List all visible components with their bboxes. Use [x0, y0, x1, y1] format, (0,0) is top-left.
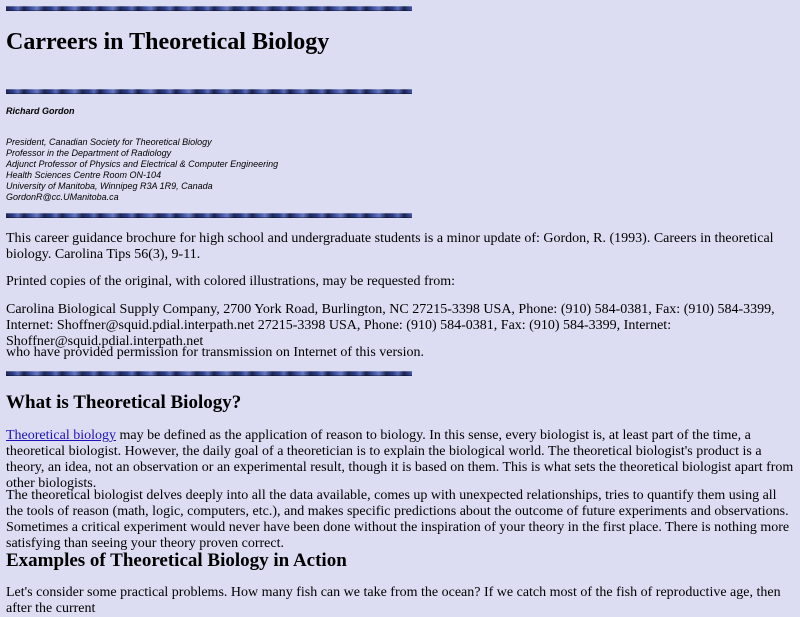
author-name: Richard Gordon	[6, 106, 75, 116]
affiliation-line: Adjunct Professor of Physics and Electrical & Computer Engineering	[6, 159, 279, 169]
intro-paragraph: This career guidance brochure for high school and undergraduate students is a minor update of: Gordon, R. (1993). Careers in theoretical biology. Carolina Tips 56(3), 9-11.	[6, 231, 774, 262]
decorative-bar-top	[6, 6, 412, 11]
section-paragraph: Let's consider some practical problems. How many fish can we take from the ocean? If we catch most of the fish of reproductive age, then after the current	[6, 585, 781, 616]
affiliation-line: President, Canadian Society for Theoretical Biology	[6, 137, 212, 147]
affiliation-line: University of Manitoba, Winnipeg R3A 1R9, Canada	[6, 181, 213, 191]
section-heading: Examples of Theoretical Biology in Action	[6, 550, 347, 571]
decorative-bar	[6, 213, 412, 218]
supplier-address: Carolina Biological Supply Company, 2700 York Road, Burlington, NC 27215-3398 USA, Phone: (910) 584-0381, Fax: (910) 584-3399, Internet: Shoffner@squid.pdial.interpath.net 27215-3398 USA, Phone: (910) 584-0381, Fax: (910) 584-3399, Internet: Shoffner@squid.pdial.interpath.net	[6, 302, 775, 349]
affiliation-line: Professor in the Department of Radiology	[6, 148, 172, 158]
section-paragraph: The theoretical biologist delves deeply into all the data available, comes up with unexpected relationships, tries to quantify them using all the tools of reason (math, logic, computers, etc.), and makes specific predictions about the outcome of future experiments and observations. Sometimes a critical experiment would never have been done without the inspiration of your theory in the first place. There is nothing more satisfying than seeing your theory proven correct.	[6, 488, 790, 551]
intro-paragraph: who have provided permission for transmission on Internet of this version.	[6, 345, 424, 360]
affiliation-line: Health Sciences Centre Room ON-104	[6, 170, 162, 180]
author-affiliations	[6, 137, 278, 203]
paragraph-text: may be defined as the application of reason to biology. In this sense, every biologist is, at least part of the time, a theoretical biologist. However, the daily goal of a theoretician is to explain the biological world. The theoretical biologist's product is a theory, an idea, not an observation or an experimental result, though it is based on them. This is what sets the theoretical biologist apart from other biologists.	[6, 428, 794, 491]
author-email: GordonR@cc.UManitoba.ca	[6, 192, 119, 202]
intro-paragraph: Printed copies of the original, with colored illustrations, may be requested from:	[6, 274, 456, 289]
decorative-bar	[6, 89, 412, 94]
theoretical-biology-link[interactable]: Theoretical biology	[6, 428, 117, 443]
section-paragraph	[6, 428, 796, 492]
section-heading: What is Theoretical Biology?	[6, 392, 242, 413]
page-title: Carreers in Theoretical Biology	[6, 29, 330, 55]
decorative-bar	[6, 371, 412, 376]
